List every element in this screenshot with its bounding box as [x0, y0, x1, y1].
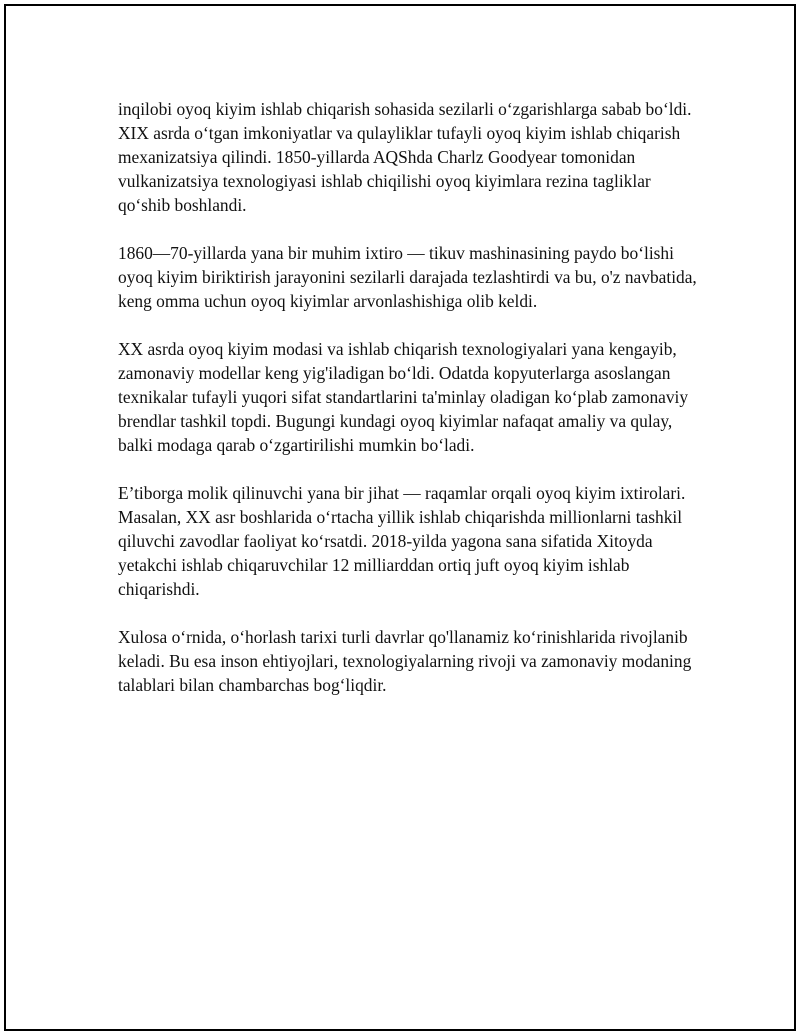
document-body — [118, 97, 698, 721]
document-page — [4, 4, 796, 1031]
paragraph-5: Xulosa o‘rnida, o‘horlash tarixi turli davrlar qo'llanamiz ko‘rinishlarida rivojlanib keladi. Bu esa inson ehtiyojlari, texnologiyalarning rivoji va zamonaviy modaning talablari bilan chambarchas bog‘liqdir. — [118, 627, 692, 695]
paragraph-3: XX asrda oyoq kiyim modasi va ishlab chiqarish texnologiyalari yana kengayib, zamonaviy modellar keng yig'iladigan bo‘ldi. Odatda kopyuterlarga asoslangan texnikalar tufayli yuqori sifat standartlarini ta'minlay oladigan ko‘plab zamonaviy brendlar tashkil topdi. Bugungi kundagi oyoq kiyimlar nafaqat amaliy va qulay, balki modaga qarab o‘zgartirilishi mumkin bo‘ladi. — [118, 339, 689, 455]
paragraph-2: 1860—70-yillarda yana bir muhim ixtiro — tikuv mashinasining paydo bo‘lishi oyoq kiyim biriktirish jarayonini sezilarli darajada tezlashtirdi va bu, o'z navbatida, keng omma uchun oyoq kiyimlar arvonlashishiga olib keldi. — [118, 243, 697, 311]
paragraph-1: inqilobi oyoq kiyim ishlab chiqarish sohasida sezilarli o‘zgarishlarga sabab bo‘ldi. XIX asrda o‘tgan imkoniyatlar va qulayliklar tufayli oyoq kiyim ishlab chiqarish mexanizatsiya qilindi. 1850-yillarda AQShda Charlz Goodyear tomonidan vulkanizatsiya texnologiyasi ishlab chiqilishi oyoq kiyimlara rezina tagliklar qo‘shib boshlandi. — [118, 99, 692, 215]
paragraph-4: E’tiborga molik qilinuvchi yana bir jihat — raqamlar orqali oyoq kiyim ixtirolari. Masalan, XX asr boshlarida o‘rtacha yillik ishlab chiqarishda millionlarni tashkil qiluvchi zavodlar faoliyat ko‘rsatdi. 2018-yilda yagona sana sifatida Xitoyda yetakchi ishlab chiqaruvchilar 12 milliarddan ortiq juft oyoq kiyim ishlab chiqarishdi. — [118, 483, 686, 599]
